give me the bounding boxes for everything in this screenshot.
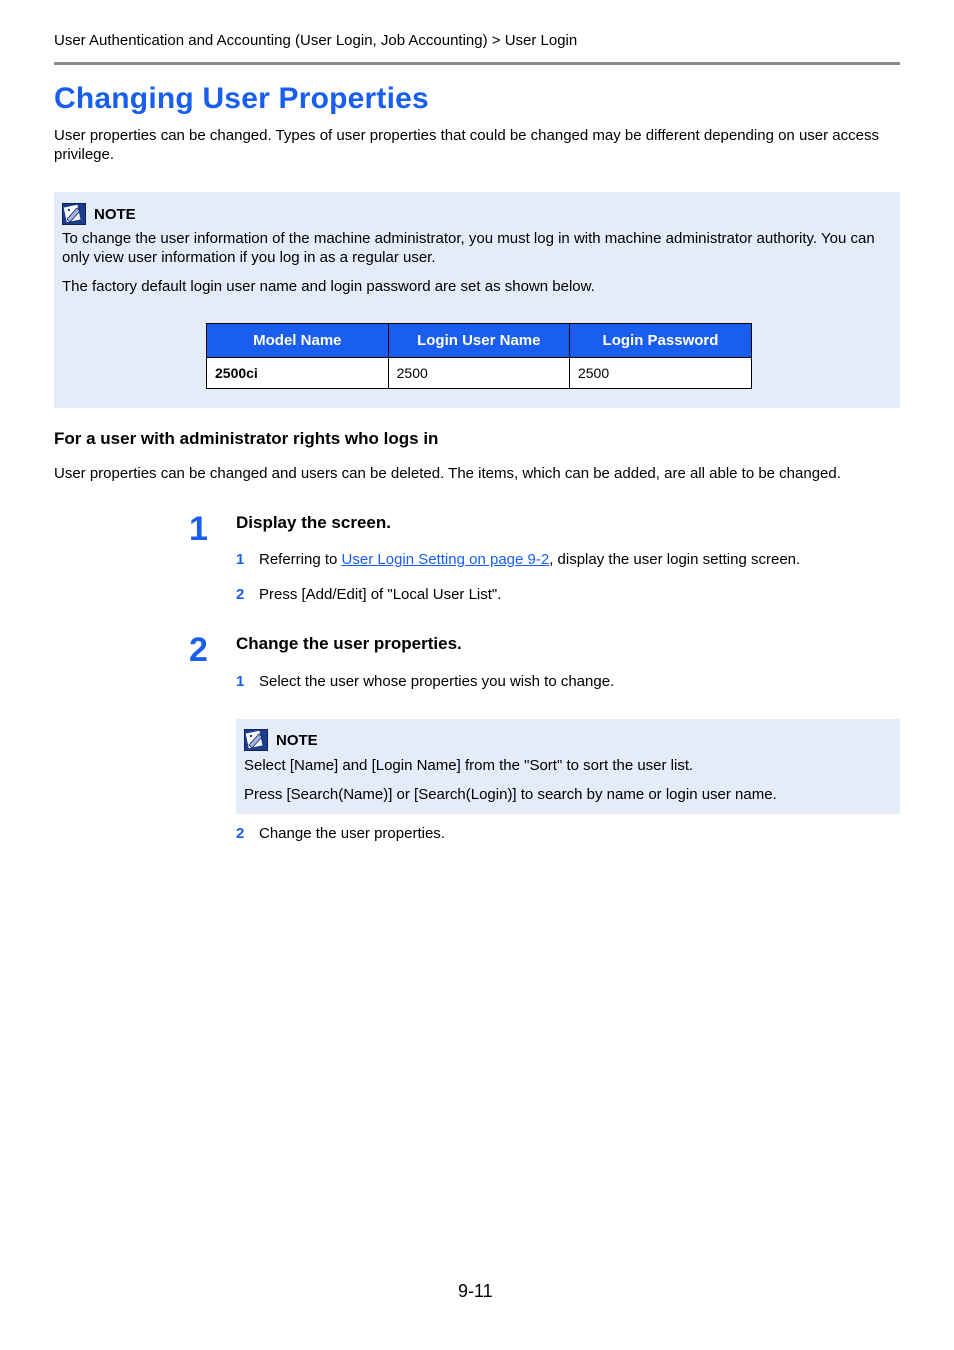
table-cell: 2500ci — [207, 358, 389, 389]
table-header-cell: Login User Name — [388, 324, 569, 358]
table-cell: 2500 — [388, 358, 569, 389]
substep — [236, 551, 800, 568]
section-text: User properties can be changed and users can be deleted. The items, which can be added, are all able to be changed. — [54, 465, 841, 482]
substep-text-pre: Referring to — [259, 551, 342, 568]
table-header-cell: Model Name — [207, 324, 389, 358]
breadcrumb: User Authentication and Accounting (User Login, Job Accounting) > User Login — [54, 32, 578, 49]
note-header — [244, 729, 318, 751]
table-header-row — [207, 324, 752, 358]
substep — [236, 825, 445, 842]
section-heading: For a user with administrator rights who logs in — [54, 429, 439, 448]
note-label: NOTE — [94, 205, 136, 223]
substep-text-post: , display the user login setting screen. — [549, 551, 801, 568]
table-row — [207, 358, 752, 389]
substep-number: 1 — [236, 673, 245, 690]
note-text-1: To change the user information of the machine administrator, you must log in with machine administrator authority. You can only view user information if you log in as a regular user. — [62, 230, 875, 266]
substep-number: 1 — [236, 551, 245, 568]
step-title: Display the screen. — [236, 513, 391, 532]
step-title: Change the user properties. — [236, 634, 462, 653]
page-title: Changing User Properties — [54, 82, 429, 115]
note-box-sort-search — [236, 719, 900, 814]
login-defaults-table — [206, 323, 752, 389]
substep — [236, 673, 614, 690]
substep-number: 2 — [236, 825, 245, 842]
substep-text: Press [Add/Edit] of "Local User List". — [259, 586, 502, 603]
note-label: NOTE — [276, 731, 318, 749]
note-text-1: Select [Name] and [Login Name] from the "Sort" to sort the user list. — [244, 757, 694, 774]
note-pencil-icon — [62, 203, 86, 225]
step-number: 1 — [189, 510, 208, 548]
note-header — [62, 203, 136, 225]
note-text-2: Press [Search(Name)] or [Search(Login)] to search by name or login user name. — [244, 786, 777, 803]
substep-number: 2 — [236, 586, 245, 603]
user-login-setting-link[interactable]: User Login Setting on page 9-2 — [341, 551, 550, 568]
substep — [236, 586, 501, 603]
substep-text — [259, 551, 800, 568]
note-box-login-info — [54, 192, 900, 408]
table-cell: 2500 — [569, 358, 751, 389]
substep-text: Change the user properties. — [259, 825, 445, 842]
substep-text: Select the user whose properties you wish to change. — [259, 673, 615, 690]
step-number: 2 — [189, 631, 208, 669]
header-divider — [54, 62, 900, 65]
page-number: 9-11 — [458, 1281, 493, 1301]
table-header-cell: Login Password — [569, 324, 751, 358]
note-pencil-icon — [244, 729, 268, 751]
intro-text: User properties can be changed. Types of user properties that could be changed may be different depending on user access privilege. — [54, 127, 879, 163]
note-text-2: The factory default login user name and login password are set as shown below. — [62, 278, 595, 295]
